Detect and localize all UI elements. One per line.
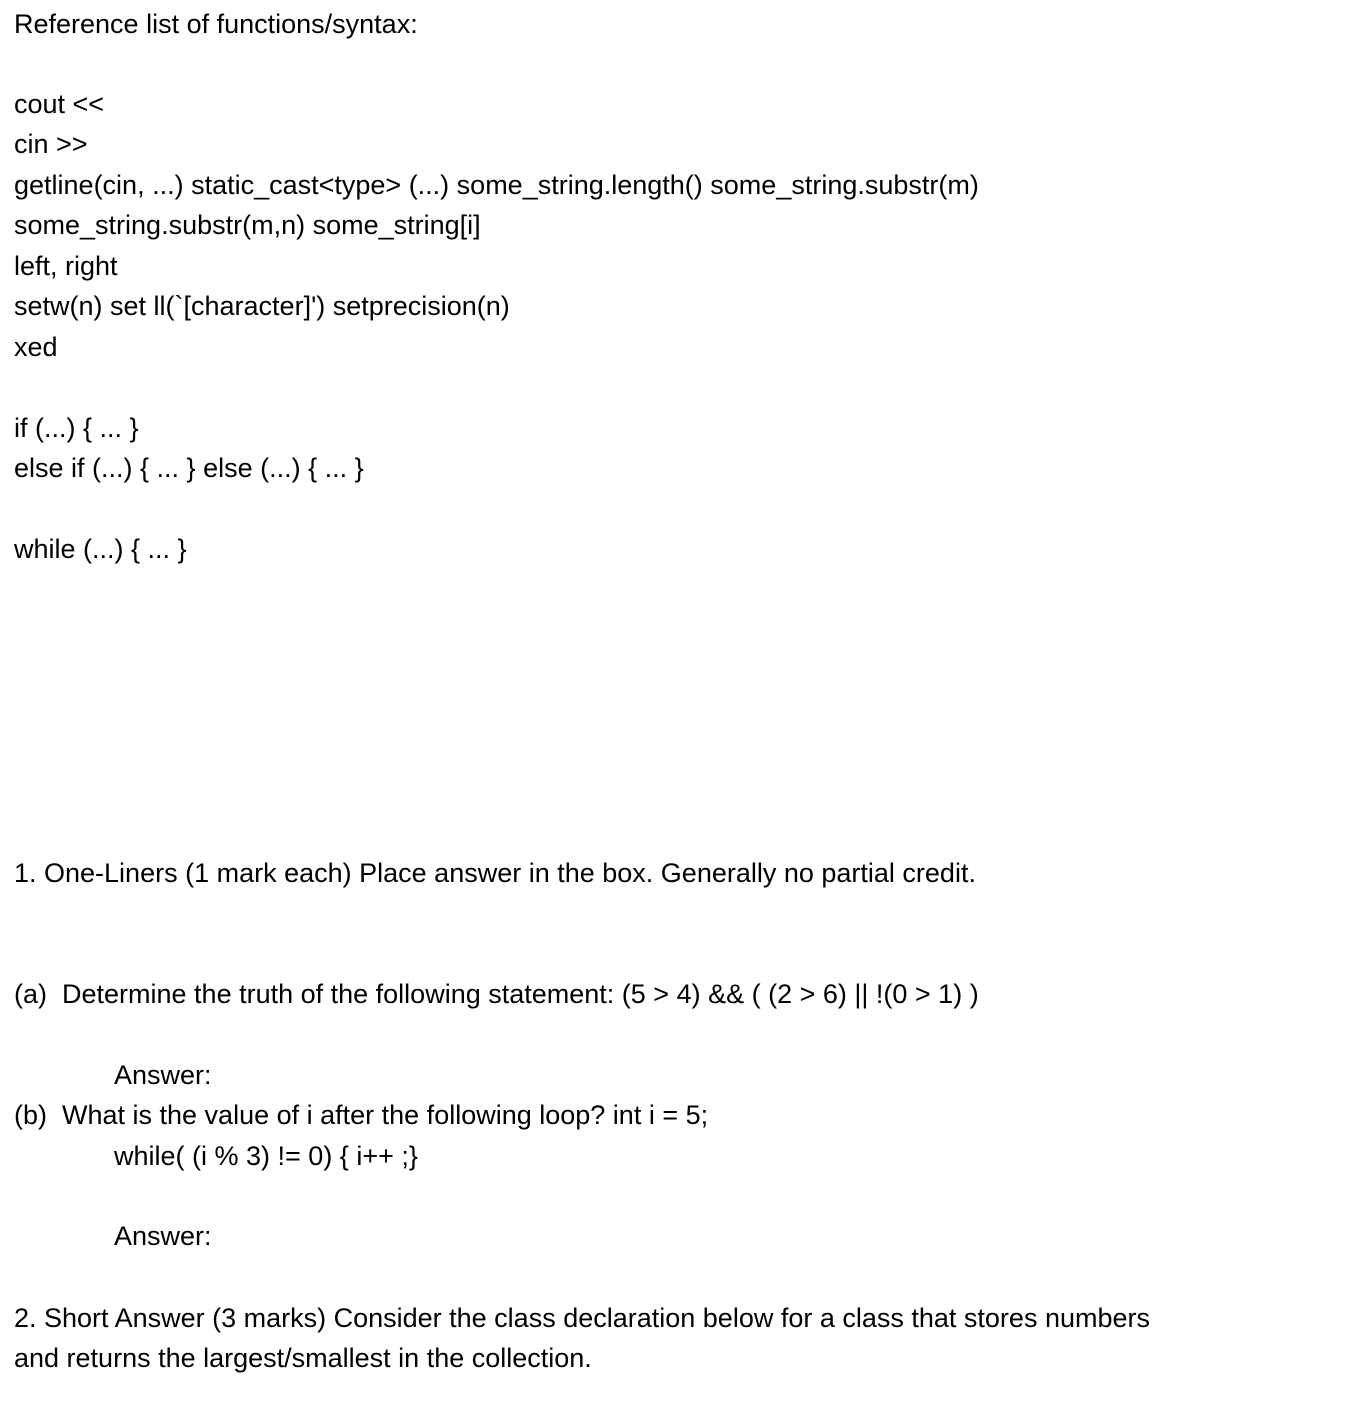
question-1-heading: 1. One-Liners (1 mark each) Place answer in the box. Generally no partial credit. <box>14 858 976 888</box>
reference-line-xed: xed <box>14 332 58 362</box>
reference-line-substr: some_string.substr(m,n) some_string[i] <box>14 210 481 240</box>
question-1a-answer-label: Answer: <box>114 1060 212 1090</box>
reference-while-line: while (...) { ... } <box>14 534 187 564</box>
question-1b-answer-label: Answer: <box>114 1221 212 1251</box>
question-1b-text: (b) What is the value of i after the following loop? int i = 5; <box>14 1100 709 1130</box>
reference-line-left-right: left, right <box>14 251 118 281</box>
reference-line-cout: cout << <box>14 89 105 119</box>
question-2-line-2: and returns the largest/smallest in the collection. <box>14 1343 592 1373</box>
reference-heading: Reference list of functions/syntax: <box>14 9 418 39</box>
question-1b-code: while( (i % 3) != 0) { i++ ;} <box>114 1141 418 1171</box>
reference-line-setw: setw(n) set ll(`[character]') setprecision(n) <box>14 291 510 321</box>
question-2-line-1: 2. Short Answer (3 marks) Consider the class declaration below for a class that stores numbers <box>14 1303 1150 1333</box>
reference-else-line: else if (...) { ... } else (...) { ... } <box>14 453 364 483</box>
question-1a-text: (a) Determine the truth of the following statement: (5 > 4) && ( (2 > 6) || !(0 > 1) ) <box>14 979 979 1009</box>
reference-if-line: if (...) { ... } <box>14 413 139 443</box>
reference-line-getline: getline(cin, ...) static_cast<type> (...) some_string.length() some_string.substr(m) <box>14 170 979 200</box>
reference-line-cin: cin >> <box>14 129 88 159</box>
